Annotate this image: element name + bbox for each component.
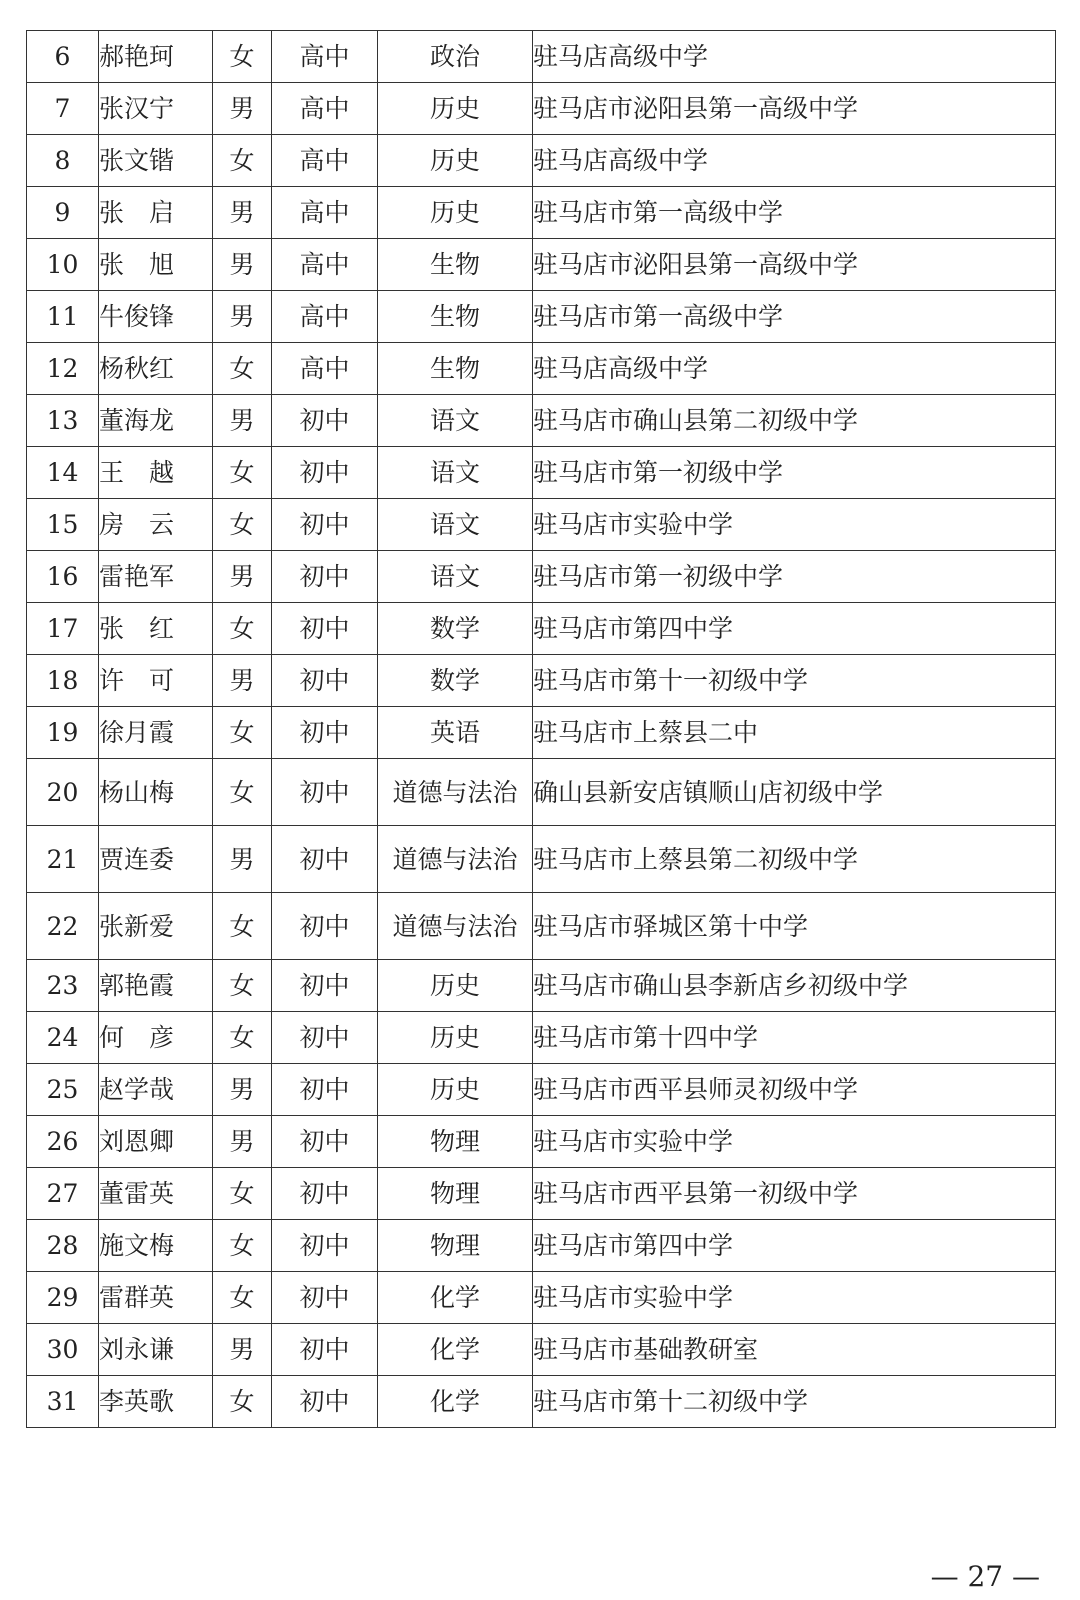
cell-subject: 语文 xyxy=(378,395,533,447)
cell-school: 驻马店市第十一初级中学 xyxy=(533,655,1056,707)
cell-number: 28 xyxy=(27,1220,99,1272)
cell-school-level: 初中 xyxy=(272,893,378,960)
cell-school-level: 初中 xyxy=(272,960,378,1012)
table-row xyxy=(27,499,1056,551)
cell-subject: 道德与法治 xyxy=(378,893,533,960)
cell-school-level: 高中 xyxy=(272,187,378,239)
cell-gender: 男 xyxy=(213,83,272,135)
cell-gender: 女 xyxy=(213,447,272,499)
cell-gender: 男 xyxy=(213,655,272,707)
table-row xyxy=(27,1012,1056,1064)
cell-gender: 女 xyxy=(213,759,272,826)
cell-gender: 女 xyxy=(213,31,272,83)
cell-gender: 女 xyxy=(213,1272,272,1324)
cell-gender: 女 xyxy=(213,1012,272,1064)
cell-name: 房 云 xyxy=(99,499,213,551)
cell-number: 15 xyxy=(27,499,99,551)
cell-name: 张 红 xyxy=(99,603,213,655)
cell-subject: 历史 xyxy=(378,960,533,1012)
cell-subject: 语文 xyxy=(378,551,533,603)
cell-subject: 历史 xyxy=(378,1064,533,1116)
cell-school-level: 初中 xyxy=(272,1324,378,1376)
cell-gender: 男 xyxy=(213,826,272,893)
table-row xyxy=(27,893,1056,960)
cell-subject: 数学 xyxy=(378,655,533,707)
roster-body xyxy=(27,31,1056,1428)
cell-subject: 物理 xyxy=(378,1116,533,1168)
table-row xyxy=(27,1220,1056,1272)
cell-number: 29 xyxy=(27,1272,99,1324)
cell-number: 14 xyxy=(27,447,99,499)
cell-subject: 物理 xyxy=(378,1220,533,1272)
cell-name: 许 可 xyxy=(99,655,213,707)
cell-gender: 男 xyxy=(213,1064,272,1116)
cell-name: 董雷英 xyxy=(99,1168,213,1220)
cell-subject: 化学 xyxy=(378,1376,533,1428)
table-row xyxy=(27,1168,1056,1220)
cell-school-level: 高中 xyxy=(272,31,378,83)
cell-school-level: 初中 xyxy=(272,655,378,707)
cell-number: 25 xyxy=(27,1064,99,1116)
cell-gender: 女 xyxy=(213,1376,272,1428)
cell-gender: 女 xyxy=(213,1220,272,1272)
cell-subject: 生物 xyxy=(378,239,533,291)
table-row xyxy=(27,1272,1056,1324)
cell-school-level: 初中 xyxy=(272,395,378,447)
cell-school-level: 高中 xyxy=(272,239,378,291)
cell-school-level: 初中 xyxy=(272,1272,378,1324)
cell-gender: 男 xyxy=(213,239,272,291)
cell-number: 10 xyxy=(27,239,99,291)
cell-subject: 历史 xyxy=(378,83,533,135)
cell-school: 驻马店市泌阳县第一高级中学 xyxy=(533,239,1056,291)
table-row xyxy=(27,135,1056,187)
cell-number: 8 xyxy=(27,135,99,187)
cell-school: 驻马店市实验中学 xyxy=(533,1116,1056,1168)
cell-number: 24 xyxy=(27,1012,99,1064)
cell-number: 13 xyxy=(27,395,99,447)
cell-school: 驻马店市上蔡县二中 xyxy=(533,707,1056,759)
table-row xyxy=(27,603,1056,655)
cell-subject: 历史 xyxy=(378,1012,533,1064)
cell-school-level: 初中 xyxy=(272,603,378,655)
cell-gender: 女 xyxy=(213,1168,272,1220)
table-row xyxy=(27,960,1056,1012)
cell-name: 张汉宁 xyxy=(99,83,213,135)
cell-gender: 女 xyxy=(213,960,272,1012)
cell-school: 驻马店市确山县李新店乡初级中学 xyxy=(533,960,1056,1012)
cell-school-level: 初中 xyxy=(272,759,378,826)
table-row xyxy=(27,395,1056,447)
cell-school-level: 初中 xyxy=(272,826,378,893)
cell-subject: 历史 xyxy=(378,187,533,239)
cell-school-level: 初中 xyxy=(272,707,378,759)
cell-school: 驻马店市基础教研室 xyxy=(533,1324,1056,1376)
cell-name: 刘恩卿 xyxy=(99,1116,213,1168)
cell-name: 张 启 xyxy=(99,187,213,239)
cell-subject: 语文 xyxy=(378,447,533,499)
cell-school: 确山县新安店镇顺山店初级中学 xyxy=(533,759,1056,826)
table-row xyxy=(27,31,1056,83)
cell-number: 11 xyxy=(27,291,99,343)
cell-school-level: 初中 xyxy=(272,1116,378,1168)
cell-school-level: 高中 xyxy=(272,83,378,135)
cell-school-level: 初中 xyxy=(272,1376,378,1428)
teacher-roster-table xyxy=(26,30,1056,1428)
cell-name: 李英歌 xyxy=(99,1376,213,1428)
cell-name: 徐月霞 xyxy=(99,707,213,759)
cell-gender: 女 xyxy=(213,499,272,551)
cell-name: 刘永谦 xyxy=(99,1324,213,1376)
cell-school-level: 初中 xyxy=(272,1012,378,1064)
cell-subject: 语文 xyxy=(378,499,533,551)
cell-school: 驻马店市第四中学 xyxy=(533,1220,1056,1272)
cell-number: 17 xyxy=(27,603,99,655)
cell-school-level: 高中 xyxy=(272,291,378,343)
cell-name: 何 彦 xyxy=(99,1012,213,1064)
cell-school-level: 初中 xyxy=(272,499,378,551)
table-row xyxy=(27,187,1056,239)
cell-number: 6 xyxy=(27,31,99,83)
cell-school: 驻马店高级中学 xyxy=(533,31,1056,83)
cell-name: 王 越 xyxy=(99,447,213,499)
table-row xyxy=(27,759,1056,826)
cell-gender: 男 xyxy=(213,1116,272,1168)
cell-school: 驻马店市第一高级中学 xyxy=(533,291,1056,343)
cell-name: 牛俊锋 xyxy=(99,291,213,343)
cell-number: 31 xyxy=(27,1376,99,1428)
cell-gender: 男 xyxy=(213,551,272,603)
cell-subject: 化学 xyxy=(378,1324,533,1376)
cell-subject: 化学 xyxy=(378,1272,533,1324)
cell-subject: 英语 xyxy=(378,707,533,759)
cell-name: 张 旭 xyxy=(99,239,213,291)
cell-school: 驻马店市第十四中学 xyxy=(533,1012,1056,1064)
table-row xyxy=(27,1064,1056,1116)
page-number: — 27 — xyxy=(930,1560,1040,1593)
cell-number: 12 xyxy=(27,343,99,395)
cell-number: 16 xyxy=(27,551,99,603)
cell-gender: 女 xyxy=(213,603,272,655)
cell-school: 驻马店市上蔡县第二初级中学 xyxy=(533,826,1056,893)
cell-subject: 历史 xyxy=(378,135,533,187)
cell-school: 驻马店市第四中学 xyxy=(533,603,1056,655)
cell-name: 赵学哉 xyxy=(99,1064,213,1116)
cell-subject: 道德与法治 xyxy=(378,826,533,893)
cell-gender: 男 xyxy=(213,291,272,343)
cell-school: 驻马店市第一高级中学 xyxy=(533,187,1056,239)
cell-gender: 女 xyxy=(213,707,272,759)
cell-gender: 男 xyxy=(213,187,272,239)
cell-name: 雷艳军 xyxy=(99,551,213,603)
cell-subject: 生物 xyxy=(378,343,533,395)
cell-name: 郭艳霞 xyxy=(99,960,213,1012)
cell-number: 9 xyxy=(27,187,99,239)
cell-school-level: 初中 xyxy=(272,1064,378,1116)
cell-name: 郝艳珂 xyxy=(99,31,213,83)
cell-school: 驻马店高级中学 xyxy=(533,343,1056,395)
cell-school: 驻马店市驿城区第十中学 xyxy=(533,893,1056,960)
table-row xyxy=(27,655,1056,707)
cell-number: 20 xyxy=(27,759,99,826)
table-row xyxy=(27,291,1056,343)
cell-school: 驻马店市第十二初级中学 xyxy=(533,1376,1056,1428)
cell-school: 驻马店市实验中学 xyxy=(533,1272,1056,1324)
cell-number: 18 xyxy=(27,655,99,707)
cell-number: 22 xyxy=(27,893,99,960)
cell-school: 驻马店高级中学 xyxy=(533,135,1056,187)
cell-school: 驻马店市确山县第二初级中学 xyxy=(533,395,1056,447)
cell-school: 驻马店市泌阳县第一高级中学 xyxy=(533,83,1056,135)
table-row xyxy=(27,707,1056,759)
cell-school-level: 初中 xyxy=(272,1168,378,1220)
cell-subject: 物理 xyxy=(378,1168,533,1220)
cell-gender: 女 xyxy=(213,135,272,187)
cell-name: 杨山梅 xyxy=(99,759,213,826)
table-row xyxy=(27,551,1056,603)
cell-school: 驻马店市西平县第一初级中学 xyxy=(533,1168,1056,1220)
cell-number: 19 xyxy=(27,707,99,759)
cell-name: 张新爱 xyxy=(99,893,213,960)
table-row xyxy=(27,83,1056,135)
cell-number: 26 xyxy=(27,1116,99,1168)
table-row xyxy=(27,826,1056,893)
cell-subject: 政治 xyxy=(378,31,533,83)
cell-name: 张文锴 xyxy=(99,135,213,187)
cell-school-level: 初中 xyxy=(272,551,378,603)
cell-name: 杨秋红 xyxy=(99,343,213,395)
cell-gender: 男 xyxy=(213,395,272,447)
table-row xyxy=(27,1116,1056,1168)
table-row xyxy=(27,447,1056,499)
cell-school-level: 高中 xyxy=(272,135,378,187)
cell-subject: 生物 xyxy=(378,291,533,343)
cell-name: 贾连委 xyxy=(99,826,213,893)
cell-name: 施文梅 xyxy=(99,1220,213,1272)
table-row xyxy=(27,1376,1056,1428)
cell-number: 21 xyxy=(27,826,99,893)
cell-school: 驻马店市实验中学 xyxy=(533,499,1056,551)
cell-name: 董海龙 xyxy=(99,395,213,447)
cell-number: 23 xyxy=(27,960,99,1012)
cell-gender: 女 xyxy=(213,893,272,960)
cell-subject: 道德与法治 xyxy=(378,759,533,826)
cell-number: 27 xyxy=(27,1168,99,1220)
cell-gender: 男 xyxy=(213,1324,272,1376)
cell-school: 驻马店市第一初级中学 xyxy=(533,447,1056,499)
table-row xyxy=(27,343,1056,395)
cell-gender: 女 xyxy=(213,343,272,395)
cell-school-level: 高中 xyxy=(272,343,378,395)
table-row xyxy=(27,1324,1056,1376)
cell-school-level: 初中 xyxy=(272,1220,378,1272)
cell-school-level: 初中 xyxy=(272,447,378,499)
cell-subject: 数学 xyxy=(378,603,533,655)
cell-school: 驻马店市第一初级中学 xyxy=(533,551,1056,603)
cell-number: 30 xyxy=(27,1324,99,1376)
cell-school: 驻马店市西平县师灵初级中学 xyxy=(533,1064,1056,1116)
cell-number: 7 xyxy=(27,83,99,135)
table-row xyxy=(27,239,1056,291)
cell-name: 雷群英 xyxy=(99,1272,213,1324)
